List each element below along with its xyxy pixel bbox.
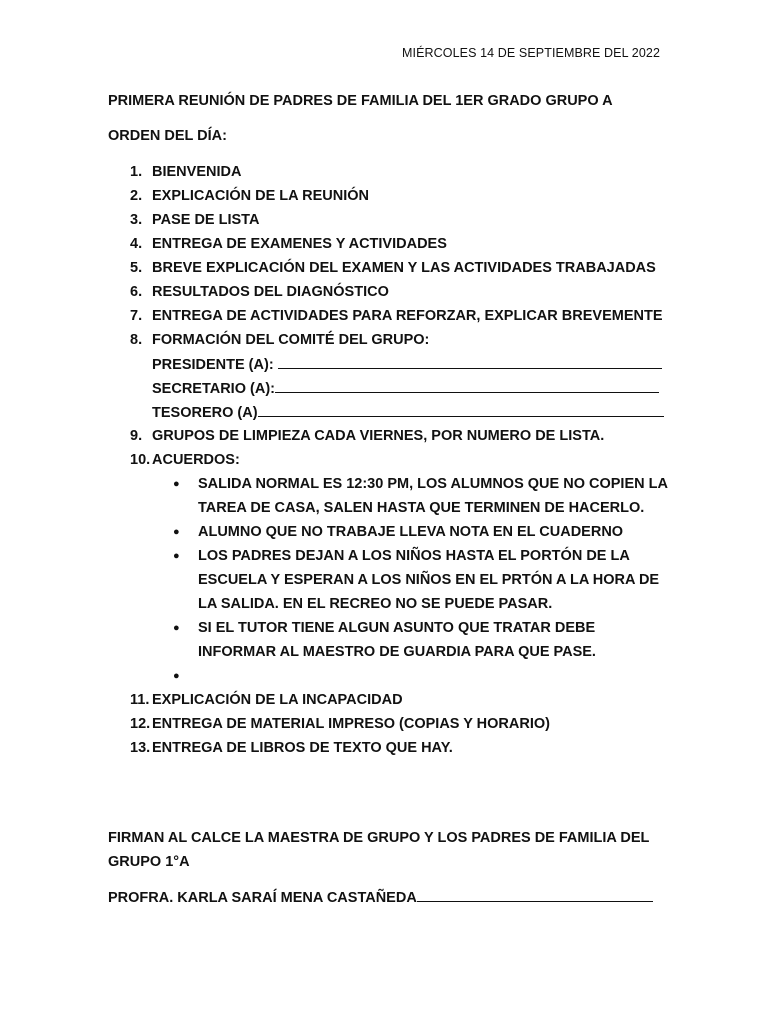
document-date: MIÉRCOLES 14 DE SEPTIEMBRE DEL 2022	[402, 46, 660, 60]
bullet-icon: ●	[173, 670, 180, 682]
agreement-item	[173, 520, 668, 544]
teacher-signature-line	[417, 885, 653, 902]
item-number: 5.	[130, 260, 143, 276]
bullet-icon: ●	[173, 550, 180, 562]
item-text: EXPLICACIÓN DE LA INCAPACIDAD	[152, 692, 403, 708]
committee-president-row	[108, 352, 668, 376]
item-text: RESULTADOS DEL DIAGNÓSTICO	[152, 284, 389, 300]
item-text: BIENVENIDA	[152, 164, 242, 180]
treasurer-label: TESORERO (A)	[152, 405, 258, 421]
document-title: PRIMERA REUNIÓN DE PADRES DE FAMILIA DEL 1ER GRADO GRUPO A	[108, 93, 613, 109]
agreement-item	[173, 544, 668, 616]
list-item	[108, 208, 668, 232]
item-text: ENTREGA DE LIBROS DE TEXTO QUE HAY.	[152, 740, 453, 756]
teacher-signature-row	[108, 885, 653, 906]
item-number: 8.	[130, 332, 143, 348]
bullet-icon: ●	[173, 526, 180, 538]
agreement-item	[173, 616, 668, 664]
item-number: 7.	[130, 308, 143, 324]
item-number: 6.	[130, 284, 143, 300]
item-text: ENTREGA DE MATERIAL IMPRESO (COPIAS Y HORARIO)	[152, 716, 550, 732]
teacher-name: PROFRA. KARLA SARAÍ MENA CASTAÑEDA	[108, 890, 417, 906]
list-item	[108, 328, 668, 352]
item-text: ACUERDOS:	[152, 452, 240, 468]
committee-secretary-row	[108, 376, 668, 400]
agreement-item-empty	[173, 664, 668, 688]
item-text: ENTREGA DE EXAMENES Y ACTIVIDADES	[152, 236, 447, 252]
bullet-icon: ●	[173, 478, 180, 490]
secretary-signature-line	[275, 376, 659, 393]
item-number: 10.	[130, 452, 151, 468]
agenda-heading: ORDEN DEL DÍA:	[108, 128, 227, 144]
list-item	[108, 160, 668, 184]
list-item	[108, 712, 668, 736]
agreement-text: SI EL TUTOR TIENE ALGUN ASUNTO QUE TRATAR DEBE INFORMAR AL MAESTRO DE GUARDIA PARA QUE PASE.	[198, 620, 596, 660]
list-item	[108, 688, 668, 712]
item-text: ENTREGA DE ACTIVIDADES PARA REFORZAR, EXPLICAR BREVEMENTE	[152, 308, 663, 324]
item-number: 4.	[130, 236, 143, 252]
item-text: PASE DE LISTA	[152, 212, 260, 228]
agreement-text: ALUMNO QUE NO TRABAJE LLEVA NOTA EN EL CUADERNO	[198, 524, 624, 540]
list-item	[108, 304, 668, 328]
secretary-label: SECRETARIO (A):	[152, 381, 275, 397]
item-number: 3.	[130, 212, 143, 228]
item-number: 1.	[130, 164, 143, 180]
list-item	[108, 424, 668, 448]
item-text: EXPLICACIÓN DE LA REUNIÓN	[152, 188, 369, 204]
signature-statement: FIRMAN AL CALCE LA MAESTRA DE GRUPO Y LOS PADRES DE FAMILIA DEL GRUPO 1°A	[108, 830, 650, 870]
agreements-list	[108, 472, 668, 688]
list-item	[108, 736, 668, 760]
agreement-item	[173, 472, 668, 520]
treasurer-signature-line	[258, 400, 664, 417]
bullet-icon: ●	[173, 622, 180, 634]
agenda-list	[108, 160, 668, 760]
committee-treasurer-row	[108, 400, 668, 424]
agreement-text: SALIDA NORMAL ES 12:30 PM, LOS ALUMNOS QUE NO COPIEN LA TAREA DE CASA, SALEN HASTA QUE TERMINEN DE HACERLO.	[198, 476, 668, 516]
agreement-text: LOS PADRES DEJAN A LOS NIÑOS HASTA EL PORTÓN DE LA ESCUELA Y ESPERAN A LOS NIÑOS EN EL PRTÓN A LA HORA DE LA SALIDA. EN EL RECREO NO SE PUEDE PASAR.	[198, 548, 660, 612]
item-number: 9.	[130, 428, 143, 444]
item-text: GRUPOS DE LIMPIEZA CADA VIERNES, POR NUMERO DE LISTA.	[152, 428, 605, 444]
item-number: 13.	[130, 740, 151, 756]
item-number: 11.	[130, 692, 150, 708]
item-text: FORMACIÓN DEL COMITÉ DEL GRUPO:	[152, 332, 430, 348]
list-item	[108, 256, 668, 280]
item-number: 12.	[130, 716, 151, 732]
list-item	[108, 280, 668, 304]
list-item	[108, 232, 668, 256]
item-number: 2.	[130, 188, 143, 204]
president-signature-line	[278, 352, 662, 369]
list-item	[108, 448, 668, 472]
president-label: PRESIDENTE (A):	[152, 357, 278, 373]
item-text: BREVE EXPLICACIÓN DEL EXAMEN Y LAS ACTIVIDADES TRABAJADAS	[152, 260, 656, 276]
list-item	[108, 184, 668, 208]
